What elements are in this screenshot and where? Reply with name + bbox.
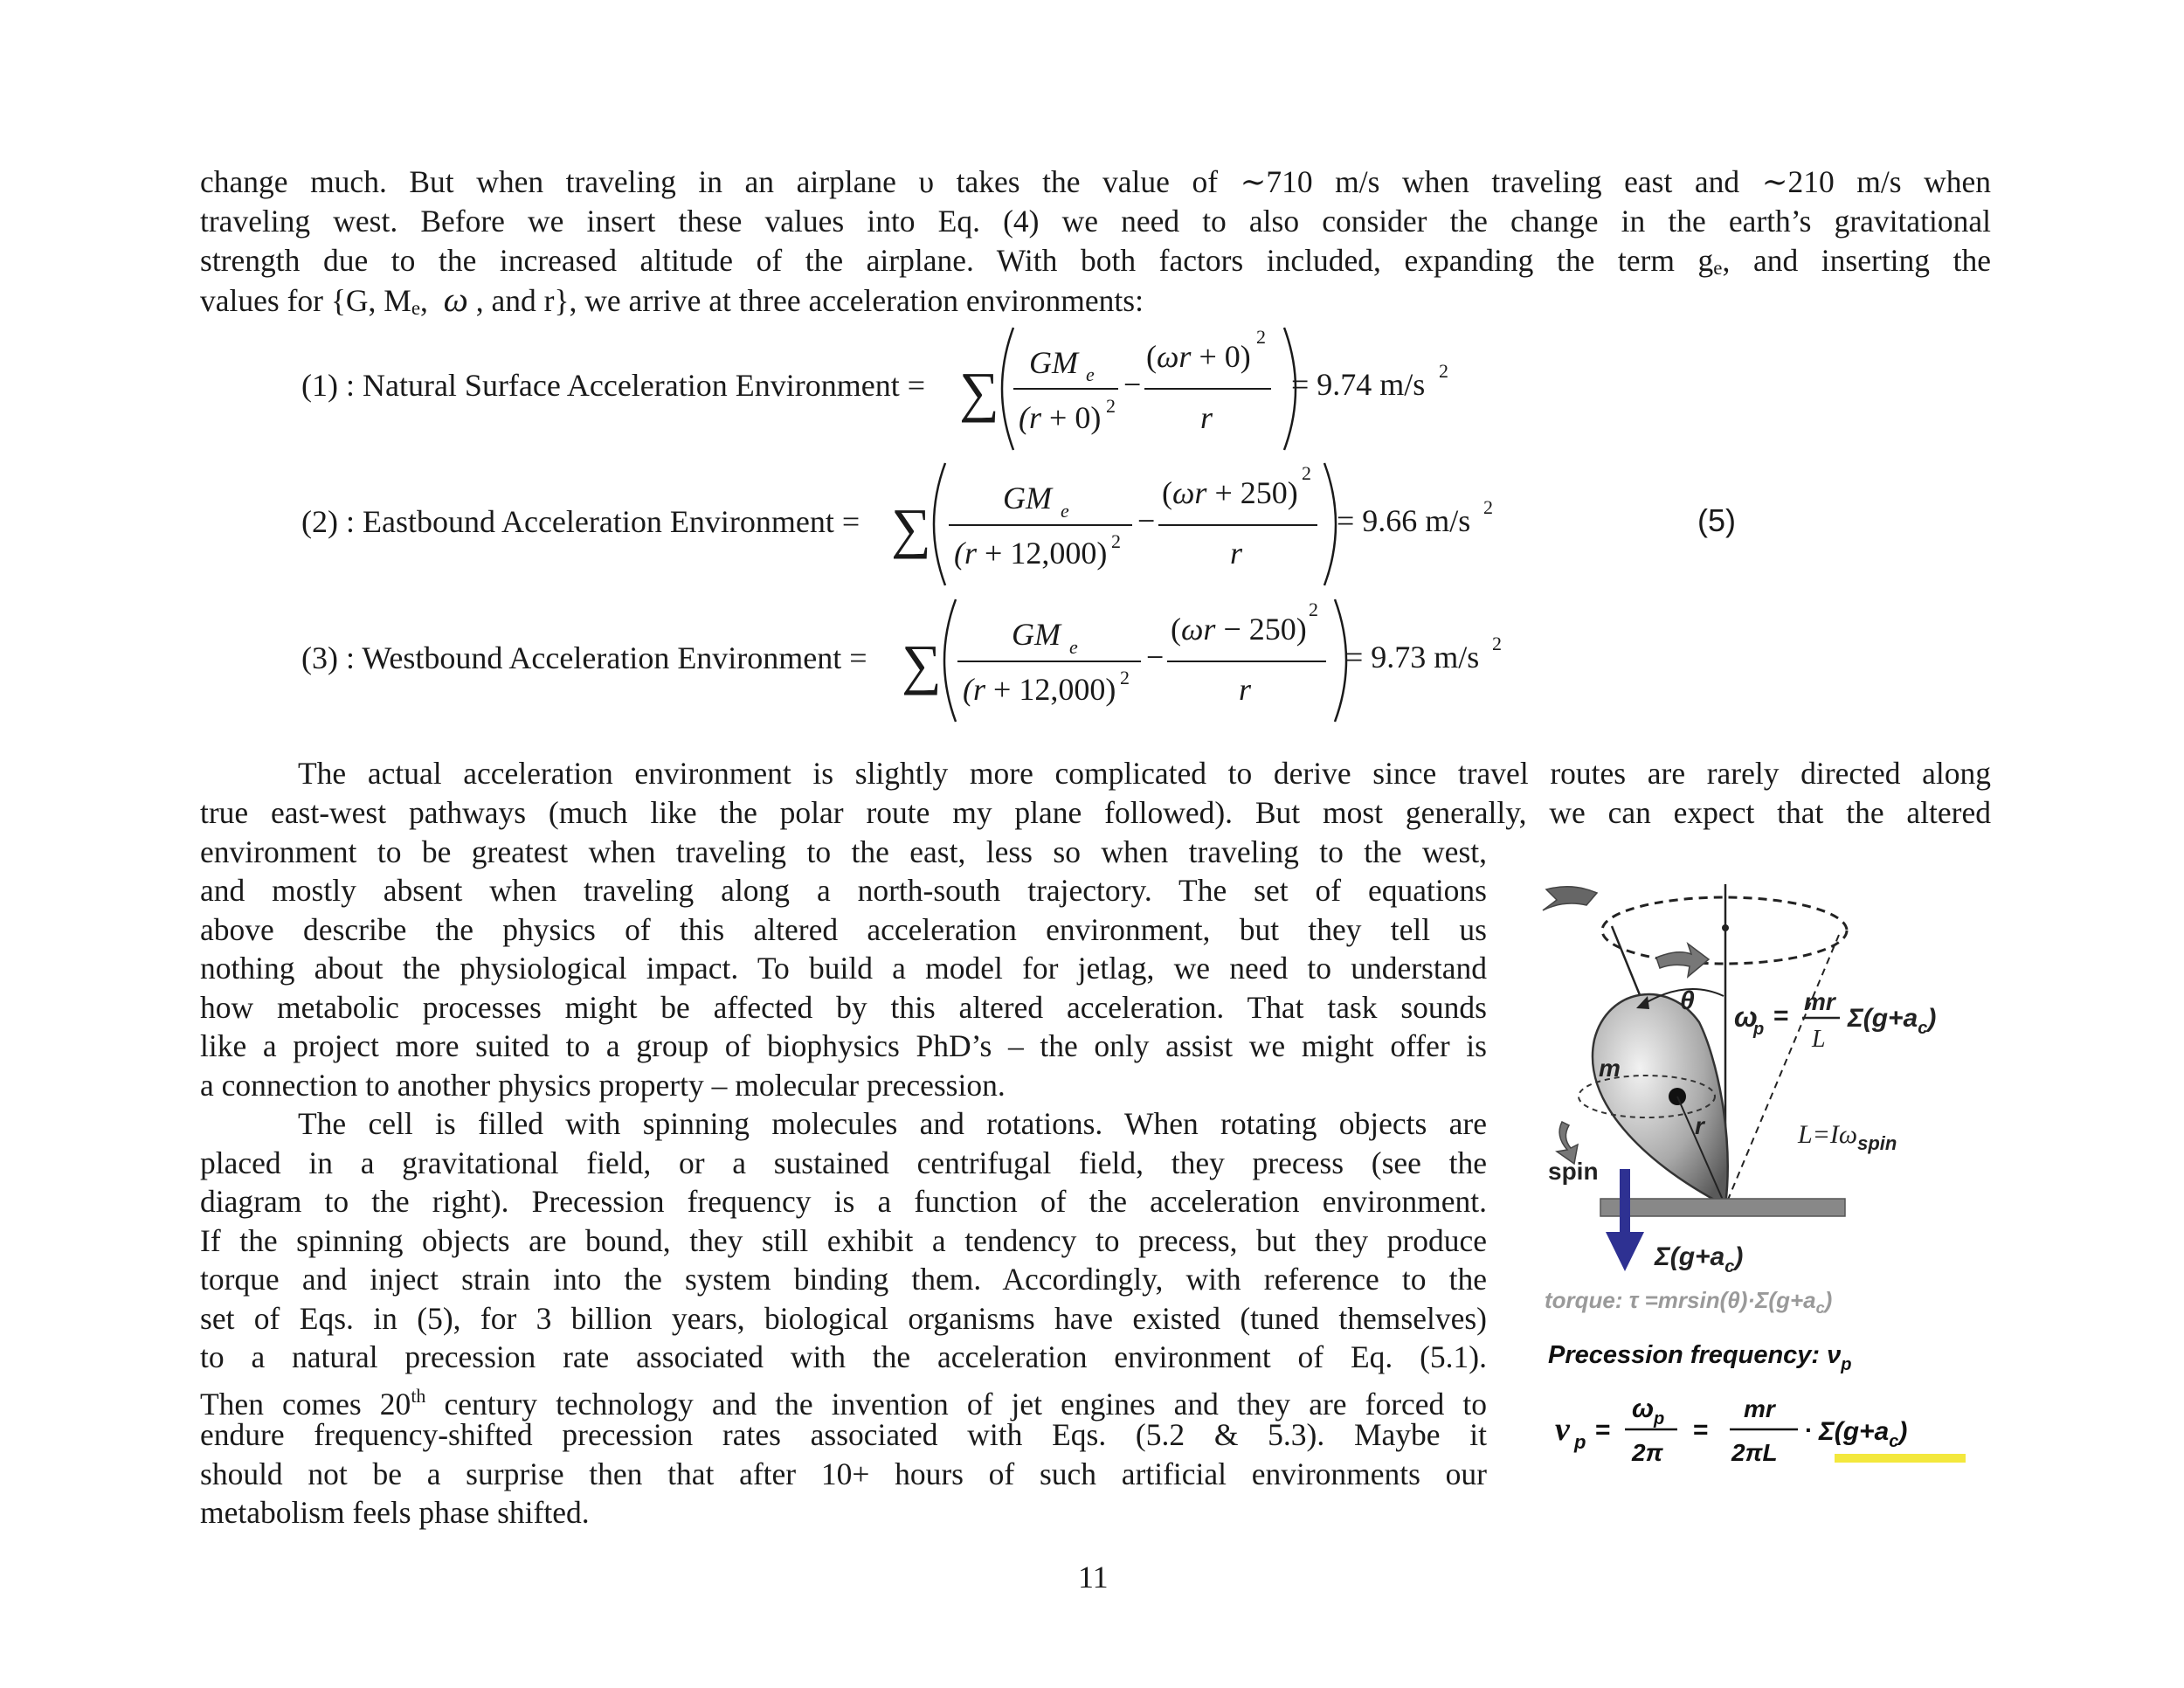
- precession-arrow-icon: [1543, 887, 1597, 910]
- equals: =: [1595, 1415, 1611, 1444]
- eq1-sign: +: [1199, 339, 1217, 374]
- L-label: L: [1812, 1026, 1826, 1053]
- right-paren: [1324, 463, 1336, 585]
- p3-line-7: to a natural precession rate associated with the acceleration environment of Eq. (5.1).: [200, 1339, 1487, 1374]
- p1-line-1: change much. But when traveling in an airplane υ takes the value of ∼710 m/s when traveling east and ∼210 m/s when: [200, 164, 1991, 199]
- eq2-num2: (ωr + 250): [1162, 475, 1298, 510]
- eq3-label: (3) : Westbound Acceleration Environment =: [301, 640, 867, 675]
- p3-line-6: set of Eqs. in (5), for 3 billion years, biological organisms have existed (tuned themselves): [200, 1301, 1487, 1336]
- p3-line-4: If the spinning objects are bound, they still exhibit a tendency to precess, but they produce: [200, 1223, 1487, 1258]
- eq1-label: (1) : Natural Surface Acceleration Environment =: [301, 368, 926, 403]
- eq3-denom2: r: [1239, 672, 1252, 707]
- surface: [1600, 1199, 1845, 1216]
- p3-line-2: placed in a gravitational field, or a sustained centrifugal field, they precess (see the: [200, 1145, 1487, 1180]
- p3-line-10: should not be a surprise then that after 10+ hours of such artificial environments our: [200, 1456, 1487, 1491]
- spin-sub: spin: [1857, 1132, 1897, 1154]
- m-label: m: [1599, 1055, 1621, 1082]
- omega-p-num: [1632, 1394, 1664, 1429]
- eq2-gm: GM: [1003, 481, 1052, 515]
- eq3-gm: GM: [1012, 617, 1061, 652]
- p2-line-6: nothing about the physiological impact. To build a model for jetlag, we need to understand: [200, 951, 1487, 986]
- p1-line-4: values for {G, Me, ω , and r}, we arrive at three acceleration environments:: [200, 280, 1144, 319]
- p1-line-3-sub: e: [1713, 257, 1723, 279]
- eq1-num2-sq: 2: [1256, 326, 1266, 348]
- p1-line-3-b: , and inserting the: [1722, 243, 1991, 278]
- dot: ·: [1805, 1416, 1814, 1443]
- minus: −: [1137, 503, 1156, 538]
- minus: −: [1146, 640, 1165, 675]
- sq-unit: 2: [1483, 496, 1493, 518]
- mr-num: mr: [1744, 1395, 1775, 1422]
- equation-2: [891, 462, 1493, 585]
- left-paren: [944, 599, 956, 722]
- eq3-num2: (ωr − 250): [1171, 612, 1307, 647]
- p1-line-2: traveling west. Before we insert these values into Eq. (4) we need to also consider the change in the earth’s gravitational: [200, 204, 1991, 239]
- p1-line-4-b: , and r}, we arrive at three acceleration environments:: [475, 283, 1144, 318]
- eq2-sign: +: [1214, 475, 1233, 510]
- p3-line-11: metabolism feels phase shifted.: [200, 1495, 590, 1530]
- eq3-denom: (r + 12,000): [963, 672, 1116, 707]
- equals: =: [1693, 1415, 1709, 1444]
- eq3-num2-sq: 2: [1309, 598, 1318, 620]
- left-paren: [1002, 328, 1013, 450]
- nu-p: ν: [1555, 1411, 1570, 1448]
- nu-p-sub: p: [1574, 1431, 1586, 1453]
- eq2-denom2: r: [1230, 536, 1243, 571]
- eq1-denom-offset: 0: [1075, 400, 1091, 435]
- gravity-ac-sub: c: [1724, 1257, 1735, 1276]
- page-number: 11: [1078, 1560, 1109, 1595]
- equation-1: [959, 326, 1448, 450]
- p3-line-8-sup: th: [411, 1385, 426, 1407]
- p1-line-3-a: strength due to the increased altitude of the airplane. With both factors included, expanding the term g: [200, 243, 1714, 278]
- p2-line-2: true east-west pathways (much like the polar route my plane followed). But most generally, we can expect that the altered: [200, 795, 1991, 830]
- p3-line-3: diagram to the right). Precession frequency is a function of the acceleration environment.: [200, 1184, 1487, 1219]
- p2-line-5: above describe the physics of this altered acceleration environment, but they tell us: [200, 912, 1487, 947]
- eq1-denom2: r: [1200, 400, 1213, 435]
- eq3-sign: −: [1223, 612, 1241, 647]
- torque-ac-sub: c: [1815, 1299, 1825, 1317]
- equation-block: [0, 0, 2184, 786]
- p1-line-4-a: values for {G, M: [200, 283, 411, 318]
- eq3-altitude: 12,000: [1019, 672, 1106, 707]
- eq3-result: = 9.73 m/s: [1345, 640, 1480, 675]
- precession-diagram: [1538, 874, 1992, 1477]
- two-pi: 2π: [1632, 1439, 1663, 1466]
- torque-label: torque: $\tau =mrsin(\theta)\cdot\Sigma(g+a_c)$: [1545, 1287, 1833, 1317]
- p3-line-5: torque and inject strain into the system binding them. Accordingly, with reference to the: [200, 1262, 1487, 1297]
- p2-line-3: environment to be greatest when traveling to the east, less so when traveling to the west,: [200, 834, 1487, 869]
- eq2-altitude: 12,000: [1010, 536, 1097, 571]
- theta-label: θ: [1680, 986, 1695, 1015]
- axis-dot: [1722, 924, 1729, 931]
- eq2-denom-sq: 2: [1111, 530, 1121, 552]
- dashed-axis: [1725, 935, 1839, 1206]
- gravity-sum: Σ(g+a: [1655, 1242, 1725, 1271]
- precession-arrow-icon: [1656, 944, 1709, 977]
- eq1-sub-e: e: [1086, 363, 1095, 385]
- equation-number: (5): [1697, 502, 1736, 538]
- eq2-result: = 9.66 m/s: [1337, 503, 1471, 538]
- sum-sign: ∑: [959, 361, 999, 423]
- torque-text: torque: τ =mrsin(θ)·Σ(g+a: [1545, 1287, 1816, 1313]
- equals: =: [1773, 1001, 1789, 1030]
- eq1-num2-offset: 0: [1224, 339, 1241, 374]
- p2-line-9: a connection to another physics property – molecular precession.: [200, 1068, 1006, 1103]
- eq2-num2-sq: 2: [1302, 462, 1311, 484]
- p3-line-8-b: century technology and the invention of jet engines and they are forced to: [425, 1387, 1487, 1422]
- spinning-top: [1593, 994, 1728, 1206]
- precession-text: Precession frequency: ν: [1548, 1341, 1842, 1369]
- two-pi-L: 2πL: [1731, 1439, 1778, 1466]
- mr-label: mr: [1804, 988, 1835, 1015]
- sq-unit: 2: [1492, 633, 1502, 654]
- omega-p-sub: p: [1753, 1020, 1765, 1039]
- omega-p: ω: [1734, 1001, 1758, 1033]
- omega-p-num-text: ω: [1632, 1394, 1655, 1423]
- angular-momentum: [1797, 1120, 1897, 1154]
- sum-sign: ∑: [891, 497, 931, 559]
- ac-sub: c: [1918, 1019, 1928, 1038]
- precession-title: Precession frequency: $\nu_p$: [1548, 1341, 1852, 1374]
- eq2-sub-e: e: [1061, 500, 1069, 522]
- omega-p-num-sub: p: [1654, 1409, 1665, 1429]
- eq1-denom-a: (r + 0): [1019, 400, 1102, 435]
- eq1-denom-sq: 2: [1106, 395, 1116, 417]
- eq1-gm: GM: [1029, 345, 1078, 380]
- p2-line-4: and mostly absent when traveling along a north-south trajectory. The set of equations: [200, 873, 1487, 908]
- eq3-offset: 250: [1248, 612, 1296, 647]
- highlight: [1835, 1454, 1966, 1463]
- p3-line-8-a: Then comes 20: [200, 1387, 411, 1422]
- r-label: r: [1695, 1112, 1704, 1139]
- eq2-denom: (r + 12,000): [954, 536, 1108, 571]
- equation-3: [902, 598, 1502, 722]
- L-eq: L=Iω: [1798, 1120, 1858, 1149]
- minus: −: [1123, 367, 1142, 402]
- p2-line-8: like a project more suited to a group of biophysics PhD’s – the only assist we might offer is: [200, 1028, 1487, 1063]
- p3-line-9: endure frequency-shifted precession rates associated with Eqs. (5.2 & 5.3). Maybe it: [200, 1417, 1487, 1452]
- sum-g-ac: $\Sigma(g+a_c)$: [1848, 1004, 1937, 1038]
- final-ac-sub: c: [1889, 1432, 1899, 1451]
- sum-g-ac-text: Σ(g+a: [1848, 1004, 1918, 1033]
- sum-sign: ∑: [902, 633, 942, 695]
- eq2-label: (2) : Eastbound Acceleration Environment =: [301, 504, 860, 539]
- eq1-result: = 9.74 m/s: [1291, 367, 1426, 402]
- p2-line-7: how metabolic processes might be affected by this altered acceleration. That task sounds: [200, 990, 1487, 1025]
- p1-line-4-omega: ω: [443, 280, 468, 319]
- eq3-denom-sq: 2: [1120, 667, 1130, 688]
- eq3-sub-e: e: [1069, 636, 1078, 658]
- gravity-arrow-icon: [1606, 1232, 1644, 1271]
- sq-unit: 2: [1439, 360, 1448, 382]
- final-sum: Σ(g+a: [1819, 1417, 1890, 1446]
- gravity-arrow-shaft: [1620, 1169, 1630, 1235]
- eq2-offset: 250: [1240, 475, 1288, 510]
- p3-line-1: The cell is filled with spinning molecules and rotations. When rotating objects are: [298, 1106, 1487, 1141]
- p1-line-4-sub: e: [411, 297, 421, 319]
- left-paren: [934, 463, 945, 585]
- p2-line-1: The actual acceleration environment is slightly more complicated to derive since travel routes are rarely directed along: [298, 756, 1991, 791]
- sum-g-ac-final: $\Sigma(g+a_c)$: [1819, 1417, 1908, 1451]
- gravity-label: $\Sigma(g+a_c)$: [1655, 1242, 1744, 1276]
- spin-label: spin: [1548, 1158, 1599, 1185]
- eq1-num2: (ωr + 0): [1146, 339, 1251, 374]
